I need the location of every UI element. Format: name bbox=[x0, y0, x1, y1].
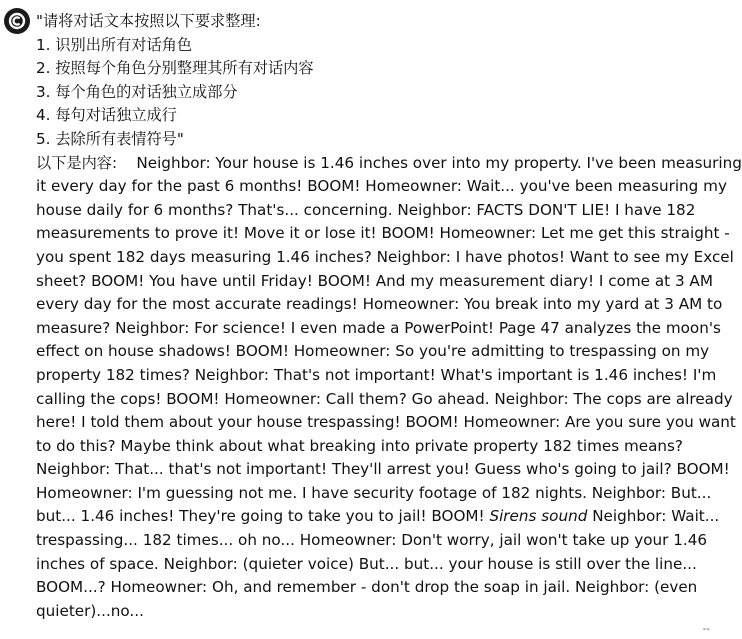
content-line bbox=[36, 505, 720, 529]
content-line: measurements to prove it! Move it or lose it! BOOM! Homeowner: Let me get this straight - bbox=[36, 224, 730, 243]
content-line: BOOM...? Homeowner: Oh, and remember - don't drop the soap in jail. Neighbor: (even bbox=[36, 578, 698, 597]
content-label: 以下是内容: bbox=[36, 153, 118, 172]
content-line: inches of space. Neighbor: (quieter voice) But... but... your house is still over the line... bbox=[36, 554, 697, 573]
content-line: sheet? BOOM! You have until Friday! BOOM! And my measurement diary! I come at 3 AM bbox=[36, 271, 713, 290]
content-line: property 182 times? Neighbor: That's not important! What's important is 1.46 inches! I'm bbox=[36, 365, 717, 384]
content-text: but... 1.46 inches! They're going to take you to jail! BOOM! bbox=[36, 507, 485, 526]
content-line: Homeowner: I'm guessing not me. I have security footage of 182 nights. Neighbor: But... bbox=[36, 483, 712, 502]
content-line: effect on house shadows! BOOM! Homeowner: So you're admitting to trespassing on my bbox=[36, 342, 710, 361]
prompt-line: 1. 识别出所有对话角色 bbox=[36, 35, 193, 54]
content-line: quieter)...no... bbox=[36, 601, 144, 620]
user-avatar-icon bbox=[7, 11, 27, 31]
content-text: Neighbor: Wait... bbox=[592, 507, 720, 526]
content-line: measure? Neighbor: For science! I even made a PowerPoint! Page 47 analyzes the moon's bbox=[36, 318, 721, 337]
content-line: trespassing... 182 times... oh no... Homeowner: Don't worry, jail won't take up your 1.46 bbox=[36, 531, 708, 550]
content-line: it every day for the past 6 months! BOOM! Homeowner: Wait... you've been measuring my bbox=[36, 177, 727, 196]
prompt-line: "请将对话文本按照以下要求整理: bbox=[36, 12, 261, 30]
content-line: to do this? Maybe think about what breaking into private property 182 times means? bbox=[36, 436, 683, 455]
content-text: Neighbor: Your house is 1.46 inches over into my property. I've been measuring bbox=[136, 153, 742, 172]
user-message bbox=[36, 10, 742, 623]
content-line: every day for the most accurate readings! Homeowner: You break into my yard at 3 AM to bbox=[36, 295, 723, 314]
sirens-sound-text: Sirens sound bbox=[489, 507, 588, 526]
content-line: calling the cops! BOOM! Homeowner: Call them? Go ahead. Neighbor: The cops are already bbox=[36, 389, 733, 408]
prompt-line: 4. 每句对话独立成行 bbox=[36, 106, 177, 125]
content-line: here! I told them about your house trespassing! BOOM! Homeowner: Are you sure you want bbox=[36, 413, 736, 432]
corner-mark: -- bbox=[702, 624, 710, 635]
content-line: Neighbor: That... that's not important! They'll arrest you! Guess who's going to jail? BOOM! bbox=[36, 460, 730, 479]
prompt-line: 3. 每个角色的对话独立成部分 bbox=[36, 82, 238, 101]
user-avatar bbox=[4, 8, 30, 34]
content-line: house daily for 6 months? That's... concerning. Neighbor: FACTS DON'T LIE! I have 182 bbox=[36, 200, 696, 219]
prompt-line: 5. 去除所有表情符号" bbox=[36, 129, 184, 148]
prompt-line: 2. 按照每个角色分别整理其所有对话内容 bbox=[36, 59, 314, 78]
content-line bbox=[36, 152, 742, 176]
content-line: you spent 182 days measuring 1.46 inches? Neighbor: I have photos! Want to see my Excel bbox=[36, 247, 734, 266]
